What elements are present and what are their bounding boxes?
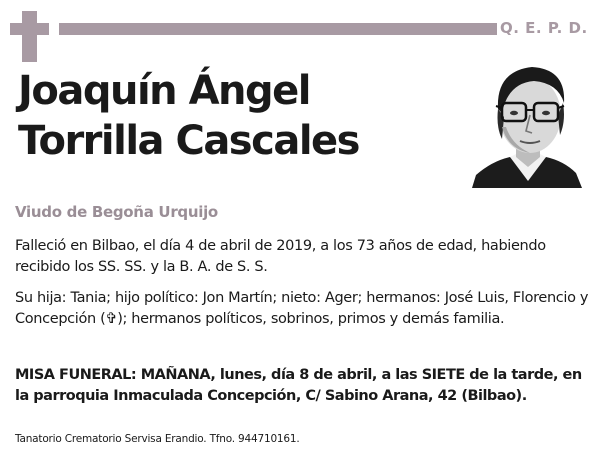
portrait-photo [472, 57, 582, 188]
family-paragraph: Su hija: Tania; hijo político: Jon Martín; nieto: Ager; hermanos: José Luis, Florencio y Concepción (✞); hermanos políticos, sobrinos, primos y demás familia. [15, 290, 589, 327]
cross-icon-horizontal [10, 23, 49, 35]
name-line-2: Torrilla Cascales [18, 118, 359, 164]
widow-line: Viudo de Begoña Urquijo [15, 203, 218, 221]
header-rule [59, 23, 497, 35]
death-notice-paragraph: Falleció en Bilbao, el día 4 de abril de 2019, a los 73 años de edad, habiendo recibido los SS. SS. y la B. A. de S. S. [15, 238, 546, 275]
name-line-1: Joaquín Ángel [18, 68, 310, 114]
funeral-home-footer: Tanatorio Crematorio Servisa Erandio. Tfno. 944710161. [15, 433, 300, 445]
funeral-mass-paragraph: MISA FUNERAL: MAÑANA, lunes, día 8 de abril, a las SIETE de la tarde, en la parroquia Inmaculada Concepción, C/ Sabino Arana, 42 (Bilbao). [15, 367, 582, 404]
cross-icon-vertical [22, 11, 37, 62]
qepd-label: Q. E. P. D. [500, 19, 588, 37]
deceased-name [18, 66, 458, 166]
